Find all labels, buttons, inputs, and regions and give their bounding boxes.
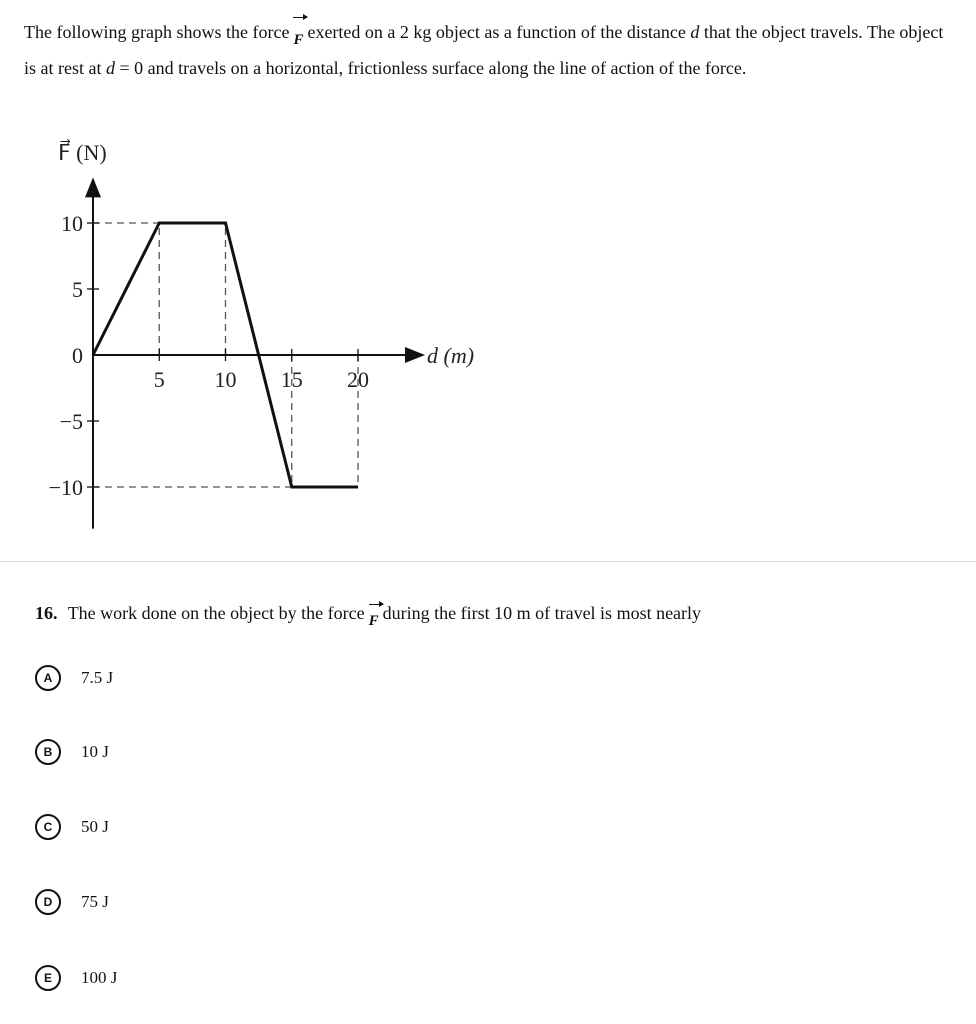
choice-bubble[interactable]: A: [35, 665, 61, 691]
variable-d: d: [105, 58, 115, 78]
choice-text: 50 J: [81, 817, 109, 836]
divider: [0, 561, 976, 562]
choice-text: 75 J: [81, 892, 109, 911]
question-number: 16.: [35, 603, 58, 623]
choice-text: 7.5 J: [81, 668, 114, 687]
stem-text: that the object travels. The object is at rest at: [24, 22, 944, 78]
stem-text: The following graph shows the force: [24, 22, 290, 42]
x-tick-label: 15: [280, 367, 303, 392]
stem-text: exerted on a 2 kg object as a function of the distance: [307, 22, 686, 42]
x-tick-label: 20: [347, 367, 369, 392]
choice-bubble[interactable]: D: [35, 889, 61, 915]
choice-text: 10 J: [81, 742, 109, 761]
x-tick-label: 10: [214, 367, 237, 392]
choice-e[interactable]: [35, 965, 117, 991]
force-vector-symbol: F: [293, 26, 303, 54]
question-stem: [24, 18, 959, 82]
stem-text: = 0 and travels on a horizontal, frictionless surface along the line of action of the force.: [119, 58, 747, 78]
y-tick-label: 10: [61, 211, 83, 236]
y-axis-label: F⃗ (N): [58, 140, 107, 165]
y-tick-label: −10: [48, 475, 83, 500]
choice-a[interactable]: [35, 665, 113, 691]
choice-bubble[interactable]: B: [35, 739, 61, 765]
y-tick-label: 5: [72, 277, 83, 302]
choice-text: 100 J: [81, 968, 118, 987]
x-tick-label: 5: [153, 367, 165, 392]
force-distance-graph: [0, 120, 560, 550]
question-text: The work done on the object by the force: [67, 603, 365, 623]
question-text: during the first 10 m of travel is most nearly: [382, 603, 702, 623]
choice-c[interactable]: [35, 814, 109, 840]
question: [35, 603, 701, 630]
variable-d: d: [690, 22, 700, 42]
y-tick-label: 0: [72, 343, 83, 368]
choice-b[interactable]: [35, 739, 109, 765]
choice-bubble[interactable]: E: [35, 965, 61, 991]
choice-bubble[interactable]: C: [35, 814, 61, 840]
x-axis-label: d (m): [427, 343, 475, 368]
force-vector-symbol: F: [368, 613, 379, 629]
choice-d[interactable]: [35, 889, 109, 915]
y-tick-label: −5: [59, 409, 83, 434]
